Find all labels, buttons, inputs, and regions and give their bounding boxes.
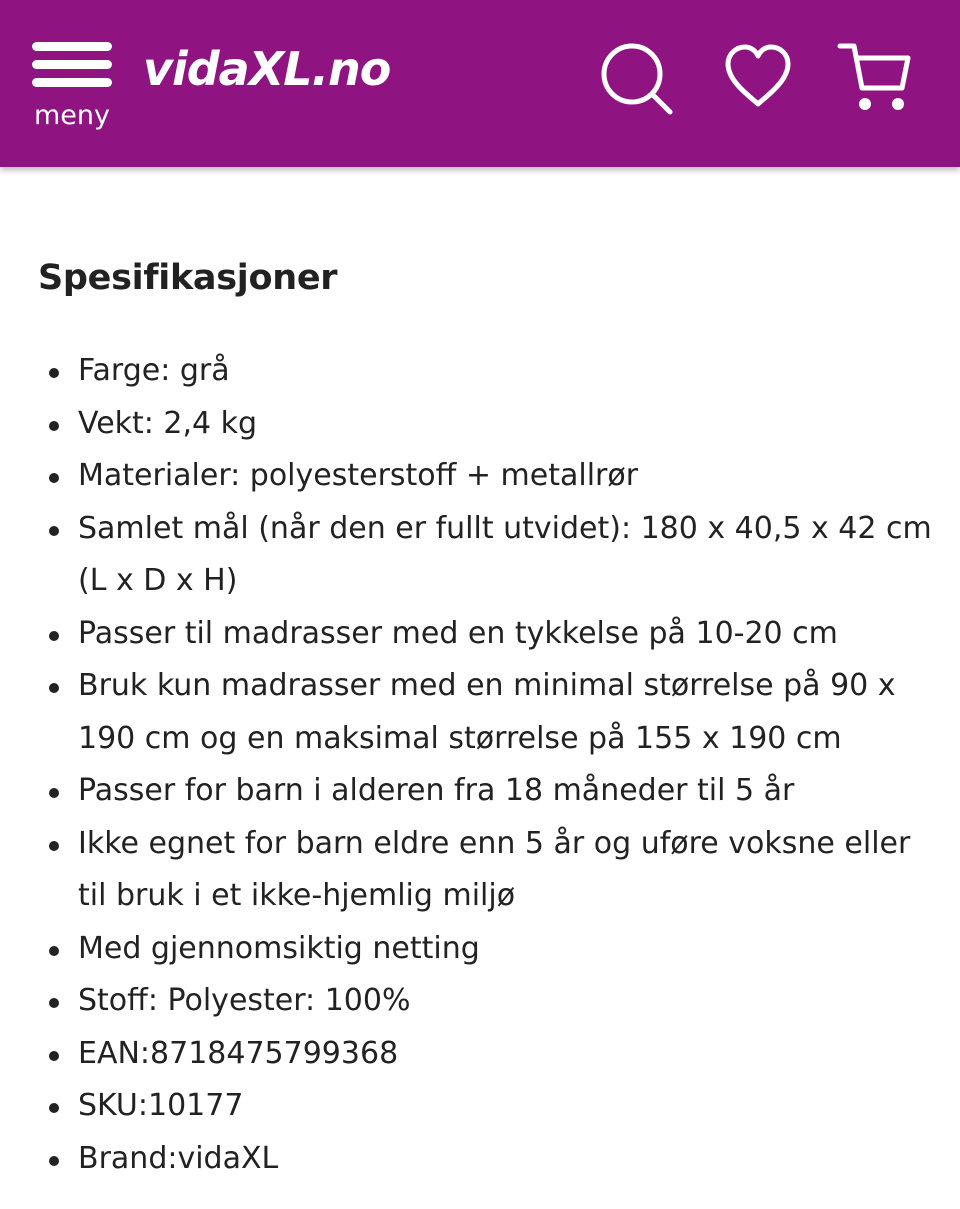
spec-item: Passer for barn i alderen fra 18 måneder til 5 år	[78, 765, 938, 818]
menu-button[interactable]	[28, 38, 116, 138]
cart-button[interactable]	[836, 38, 916, 116]
search-icon	[598, 40, 678, 120]
spec-item: Passer til madrasser med en tykkelse på 10-20 cm	[78, 608, 938, 661]
spec-item: Bruk kun madrasser med en minimal størrelse på 90 x 190 cm og en maksimal størrelse på 155 x 190 cm	[78, 660, 938, 765]
site-header	[0, 0, 960, 167]
menu-label: meny	[33, 100, 110, 131]
spec-item: SKU:10177	[78, 1080, 938, 1133]
specifications-title: Spesifikasjoner	[38, 258, 338, 298]
spec-item: EAN:8718475799368	[78, 1028, 938, 1081]
spec-item: Materialer: polyesterstoff + metallrør	[78, 450, 938, 503]
spec-item: Farge: grå	[78, 345, 938, 398]
heart-icon	[722, 42, 794, 112]
spec-item: Samlet mål (når den er fullt utvidet): 180 x 40,5 x 42 cm (L x D x H)	[78, 503, 938, 608]
logo-text: vidaXL.no	[143, 42, 391, 96]
spec-item: Ikke egnet for barn eldre enn 5 år og uføre voksne eller til bruk i et ikke-hjemlig miljø	[78, 818, 938, 923]
spec-item: Stoff: Polyester: 100%	[78, 975, 938, 1028]
spec-item: Brand:vidaXL	[78, 1133, 938, 1186]
menu-icon	[32, 42, 112, 94]
specifications-list	[78, 345, 938, 1185]
spec-item: Med gjennomsiktig netting	[78, 923, 938, 976]
spec-item: Vekt: 2,4 kg	[78, 398, 938, 451]
vidaxl-logo[interactable]	[143, 28, 395, 124]
cart-icon	[836, 38, 916, 116]
wishlist-button[interactable]	[722, 42, 794, 112]
search-button[interactable]	[598, 40, 678, 120]
